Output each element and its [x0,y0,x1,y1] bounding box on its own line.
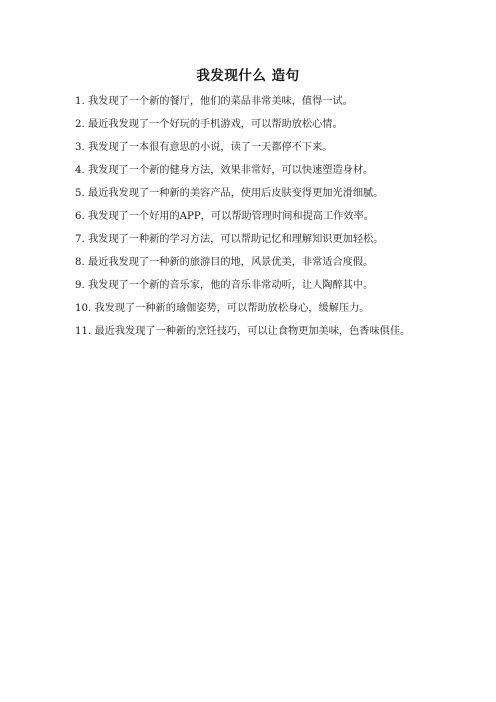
sentence-item: 10. 我发现了一种新的瑜伽姿势，可以帮助放松身心，缓解压力。 [75,303,370,314]
sentence-item: 7. 我发现了一种新的学习方法，可以帮助记忆和理解知识更加轻松。 [75,234,384,245]
sentence-item: 1. 我发现了一个新的餐厅，他们的菜品非常美味，值得一试。 [75,96,353,107]
sentence-item: 4. 我发现了一个新的健身方法，效果非常好，可以快速塑造身材。 [75,165,374,176]
sentence-item: 9. 我发现了一个新的音乐家，他的音乐非常动听，让人陶醉其中。 [75,280,374,291]
sentence-item: 6. 我发现了一个好用的APP，可以帮助管理时间和提高工作效率。 [75,211,374,222]
document-title: 我发现什么 造句 [196,68,300,84]
sentence-item: 2. 最近我发现了一个好玩的手机游戏，可以帮助放松心情。 [75,119,343,130]
sentence-item: 8. 最近我发现了一种新的旅游目的地，风景优美，非常适合度假。 [75,257,374,268]
sentence-item: 3. 我发现了一本很有意思的小说，读了一天都停不下来。 [75,142,333,153]
sentence-item: 11. 最近我发现了一种新的烹饪技巧，可以让食物更加美味，色香味俱佳。 [75,326,411,337]
sentence-list [75,94,430,347]
sentence-item: 5. 最近我发现了一种新的美容产品，使用后皮肤变得更加光滑细腻。 [75,188,384,199]
